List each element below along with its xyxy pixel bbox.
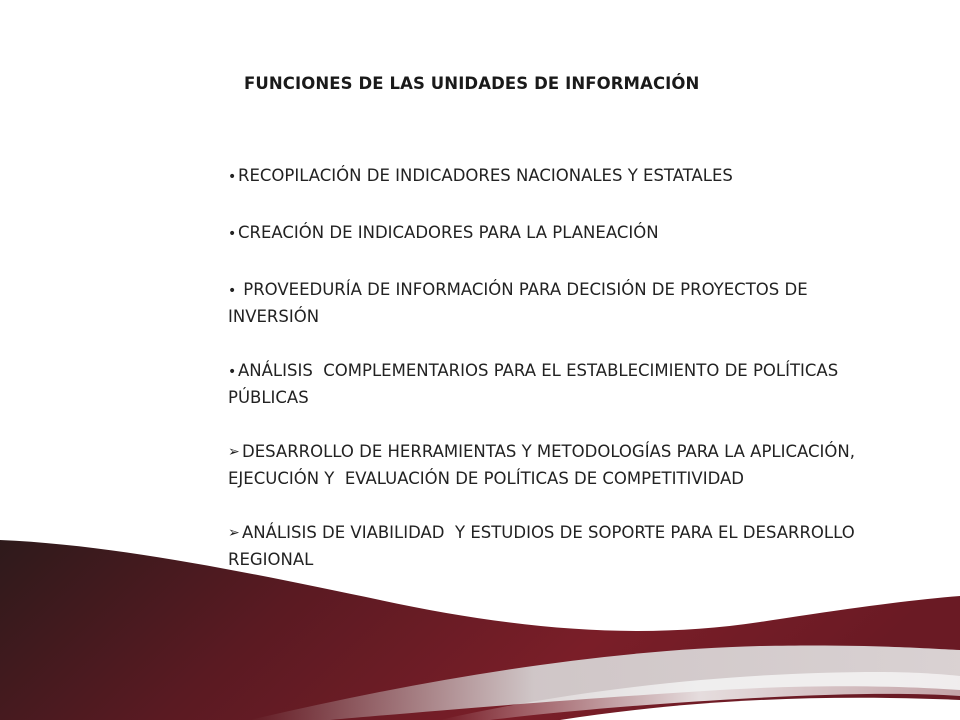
list-item — [228, 163, 868, 190]
bullet-icon: • — [228, 226, 237, 242]
bullet-list — [228, 163, 871, 603]
arrow-bullet-icon: ➢ — [228, 525, 240, 541]
slide-title: FUNCIONES DE LAS UNIDADES DE INFORMACIÓN — [244, 74, 700, 93]
list-item-text: CREACIÓN DE INDICADORES PARA LA PLANEACIÓN — [238, 223, 659, 242]
list-item-text: DESARROLLO DE HERRAMIENTAS Y METODOLOGÍAS PARA LA APLICACIÓN, EJECUCIÓN Y EVALUACIÓN DE POLÍTICAS DE COMPETITIVIDAD — [228, 442, 871, 488]
list-item-text: RECOPILACIÓN DE INDICADORES NACIONALES Y ESTATALES — [238, 166, 733, 185]
list-item — [228, 220, 868, 247]
bullet-icon: • — [228, 283, 237, 299]
list-item — [228, 358, 868, 411]
list-item — [228, 277, 868, 330]
bullet-icon: • — [228, 364, 237, 380]
bullet-icon: • — [228, 169, 237, 185]
list-item — [228, 520, 868, 573]
list-item-text: ANÁLISIS COMPLEMENTARIOS PARA EL ESTABLECIMIENTO DE POLÍTICAS PÚBLICAS — [228, 361, 844, 407]
list-item — [228, 439, 871, 492]
list-item-text: PROVEEDURÍA DE INFORMACIÓN PARA DECISIÓN DE PROYECTOS DE INVERSIÓN — [228, 280, 813, 326]
list-item-text: ANÁLISIS DE VIABILIDAD Y ESTUDIOS DE SOPORTE PARA EL DESARROLLO REGIONAL — [228, 523, 866, 569]
arrow-bullet-icon: ➢ — [228, 444, 240, 460]
